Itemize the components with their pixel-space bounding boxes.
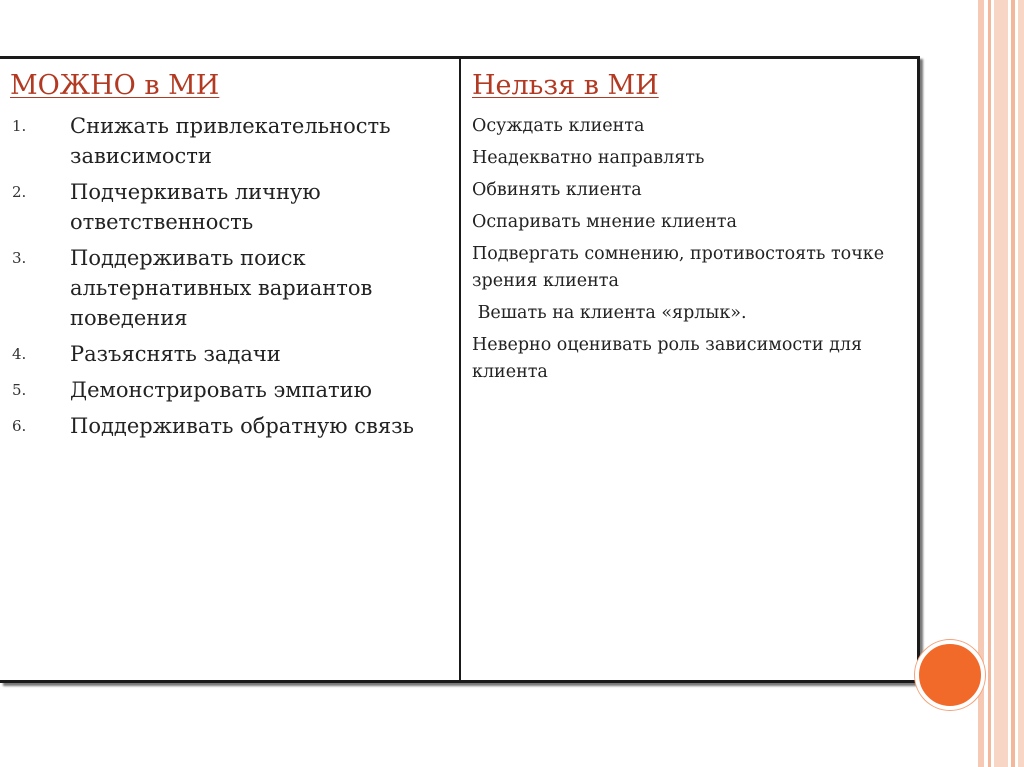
list-item xyxy=(10,177,450,237)
list-item: Неадекватно направлять xyxy=(472,148,705,168)
decorative-stripes xyxy=(978,0,1024,767)
list-item: Неверно оценивать роль зависимости для клиента xyxy=(472,335,863,382)
list-item xyxy=(10,243,450,333)
item-text: Снижать привлекательность зависимости xyxy=(70,114,391,168)
list-item: Обвинять клиента xyxy=(472,180,642,200)
allowed-heading: МОЖНО в МИ xyxy=(10,70,220,101)
decorative-circle xyxy=(915,640,985,710)
list-item xyxy=(10,339,450,369)
list-item: Оспаривать мнение клиента xyxy=(472,212,737,232)
stripe xyxy=(994,0,1008,767)
forbidden-list xyxy=(472,113,912,386)
forbidden-heading: Нельзя в МИ xyxy=(472,70,659,101)
stripe xyxy=(978,0,984,767)
column-divider xyxy=(459,59,461,680)
stripe xyxy=(988,0,991,767)
list-item xyxy=(10,375,450,405)
item-text: Демонстрировать эмпатию xyxy=(70,378,372,402)
allowed-column xyxy=(10,69,450,447)
forbidden-column xyxy=(472,69,912,391)
item-number: 6. xyxy=(12,417,27,435)
item-number: 3. xyxy=(12,249,27,267)
allowed-list xyxy=(10,111,450,441)
item-text: Поддерживать обратную связь xyxy=(70,414,414,438)
stripe xyxy=(1011,0,1015,767)
list-item: Подвергать сомнению, противостоять точке зрения клиента xyxy=(472,244,885,291)
item-number: 1. xyxy=(12,117,27,135)
item-number: 4. xyxy=(12,345,27,363)
comparison-table xyxy=(0,56,920,683)
list-item xyxy=(10,411,450,441)
item-number: 5. xyxy=(12,381,27,399)
list-item: Вешать на клиента «ярлык». xyxy=(472,303,747,323)
list-item xyxy=(10,111,450,171)
item-text: Подчеркивать личную ответственность xyxy=(70,180,321,234)
item-text: Поддерживать поиск альтернативных вариантов поведения xyxy=(70,246,373,330)
item-number: 2. xyxy=(12,183,27,201)
stripe xyxy=(1018,0,1024,767)
list-item: Осуждать клиента xyxy=(472,116,645,136)
item-text: Разъяснять задачи xyxy=(70,342,281,366)
